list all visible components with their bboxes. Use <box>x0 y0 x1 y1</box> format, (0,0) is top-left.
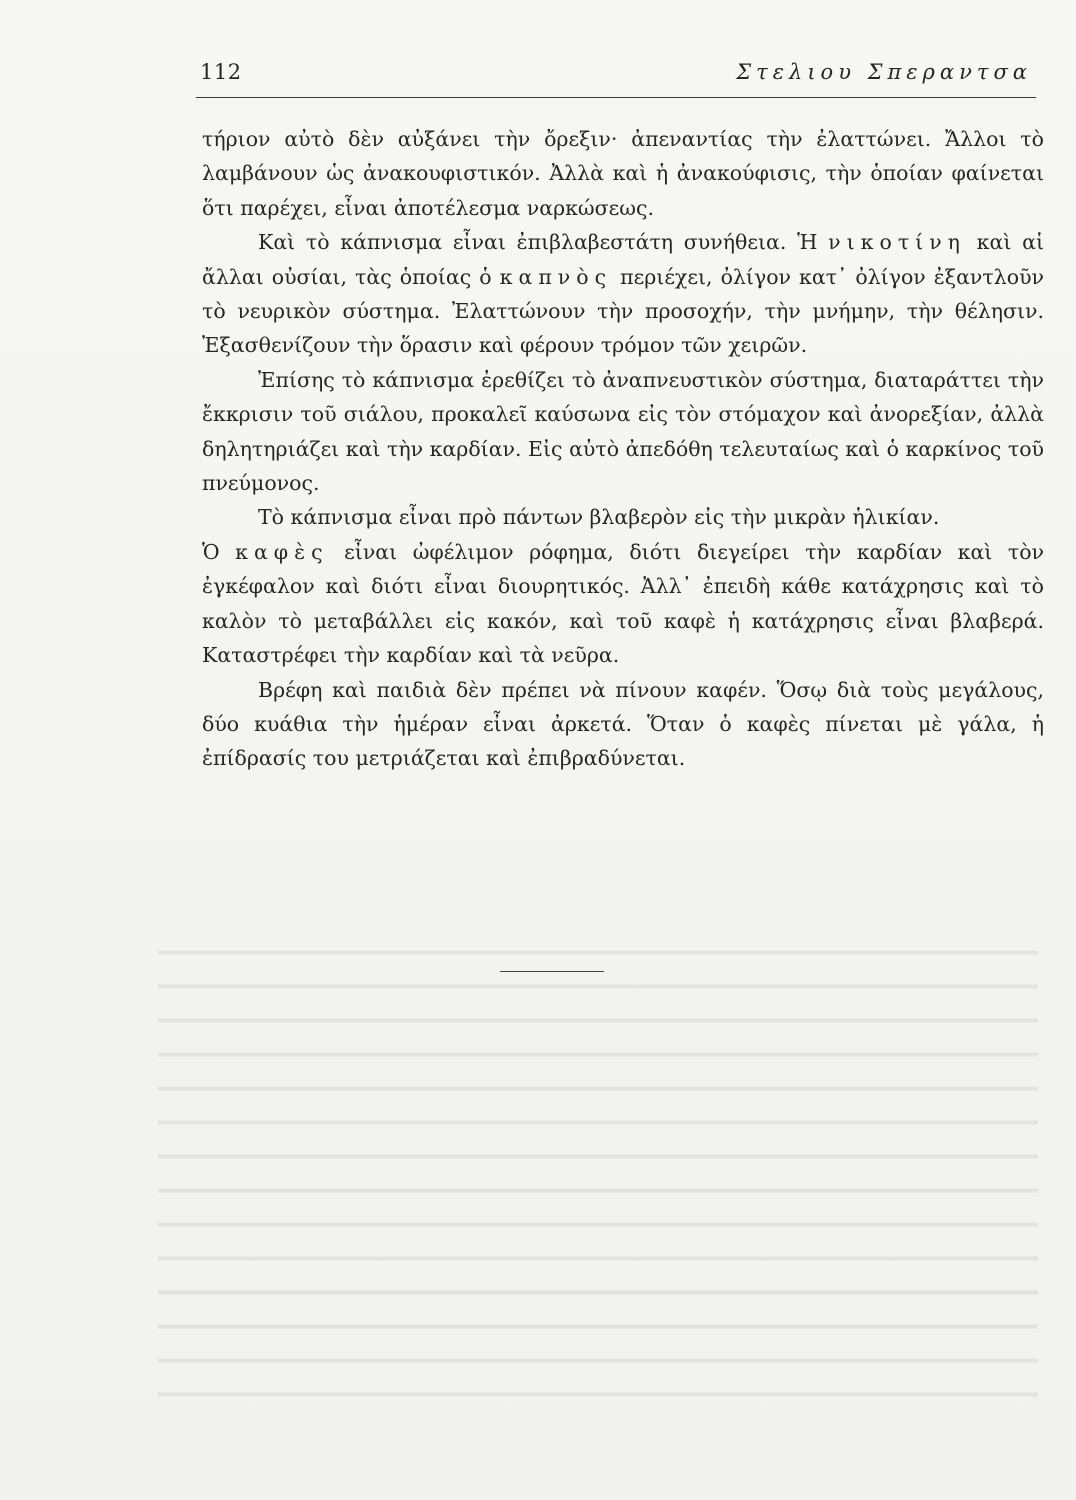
page-header <box>200 60 1032 96</box>
text-run: εἶναι ὠφέλιμον ρόφημα, διότι διεγείρει τὴν καρδίαν καὶ τὸν ἐγκέφαλον καὶ διότι εἶναι διουρητικός. Ἀλλ᾿ ἐπειδὴ κάθε κατάχρησις καὶ τὸ καλὸν τὸ μεταβάλλει εἰς κακόν, καὶ τοῦ καφὲ ἡ κατάχρησις εἶναι βλαβερά. Καταστρέφει τὴν καρδίαν καὶ τὰ νεῦρα. <box>202 539 1045 668</box>
spaced-term: καφὲς <box>235 539 329 564</box>
spaced-term: καπνὸς <box>499 264 613 289</box>
paragraph-p3 <box>202 363 1044 501</box>
text-run: καὶ αἱ ἄλλαι οὐσίαι, τὰς ὁποίας ὁ <box>202 230 1044 289</box>
body-text <box>202 122 1044 776</box>
paragraph-p5 <box>202 535 1044 673</box>
text-run: τήριον αὐτὸ δὲν αὐξάνει τὴν ὄρεξιν· ἀπεναντίας τὴν ἐλαττώνει. Ἄλλοι τὸ λαμβάνουν ὡς ἀνακουφιστικόν. Ἀλλὰ καὶ ἡ ἀνακούφισις, τὴν ὁποίαν φαίνεται ὅτι παρέχει, εἶναι ἀποτέλεσμα ναρκώσεως. <box>202 127 1044 220</box>
running-title: Στελιου Σπεραντσα <box>736 60 1032 84</box>
text-run: Τὸ κάπνισμα εἶναι πρὸ πάντων βλαβερὸν εἰς τὴν μικρὰν ἡλικίαν. <box>258 505 940 530</box>
section-end-rule <box>500 971 604 972</box>
spaced-term: νικοτίνη <box>828 230 966 255</box>
text-run: Βρέφη καὶ παιδιὰ δὲν πρέπει νὰ πίνουν καφέν. Ὅσῳ διὰ τοὺς μεγάλους, δύο κυάθια τὴν ἡμέραν εἶναι ἀρκετά. Ὅταν ὁ καφὲς πίνεται μὲ γάλα, ἡ ἐπίδρασίς του μετριάζεται καὶ ἐπιβραδύνεται. <box>202 677 1044 771</box>
paragraph-p2 <box>202 225 1044 363</box>
paragraph-p1 <box>202 122 1044 225</box>
paragraph-p6 <box>202 673 1044 776</box>
page-number: 112 <box>200 60 242 84</box>
show-through-text <box>158 930 1038 1410</box>
text-run: περιέχει, ὀλίγον κατ᾿ ὀλίγον ἐξαντλοῦν τὸ νευρικὸν σύστημα. Ἐλαττώνουν τὴν προσοχήν, τὴν μνήμην, τὴν θέλησιν. Ἐξασθενίζουν τὴν ὅρασιν καὶ φέρουν τρόμον τῶν χειρῶν. <box>202 264 1044 358</box>
paragraph-p4 <box>202 500 1044 534</box>
text-run: Ἐπίσης τὸ κάπνισμα ἐρεθίζει τὸ ἀναπνευστικὸν σύστημα, διαταράττει τὴν ἔκκρισιν τοῦ σιάλου, προκαλεῖ καύσωνα εἰς τὸν στόμαχον καὶ ἀνορεξίαν, ἀλλὰ δηλητηριάζει καὶ τὴν καρδίαν. Εἰς αὐτὸ ἀπεδόθη τελευταίως καὶ ὁ καρκίνος τοῦ πνεύμονος. <box>202 367 1044 496</box>
text-run: Ὁ <box>202 539 236 564</box>
header-rule <box>196 97 1036 98</box>
text-run: Καὶ τὸ κάπνισμα εἶναι ἐπιβλαβεστάτη συνήθεια. Ἡ <box>258 230 829 255</box>
